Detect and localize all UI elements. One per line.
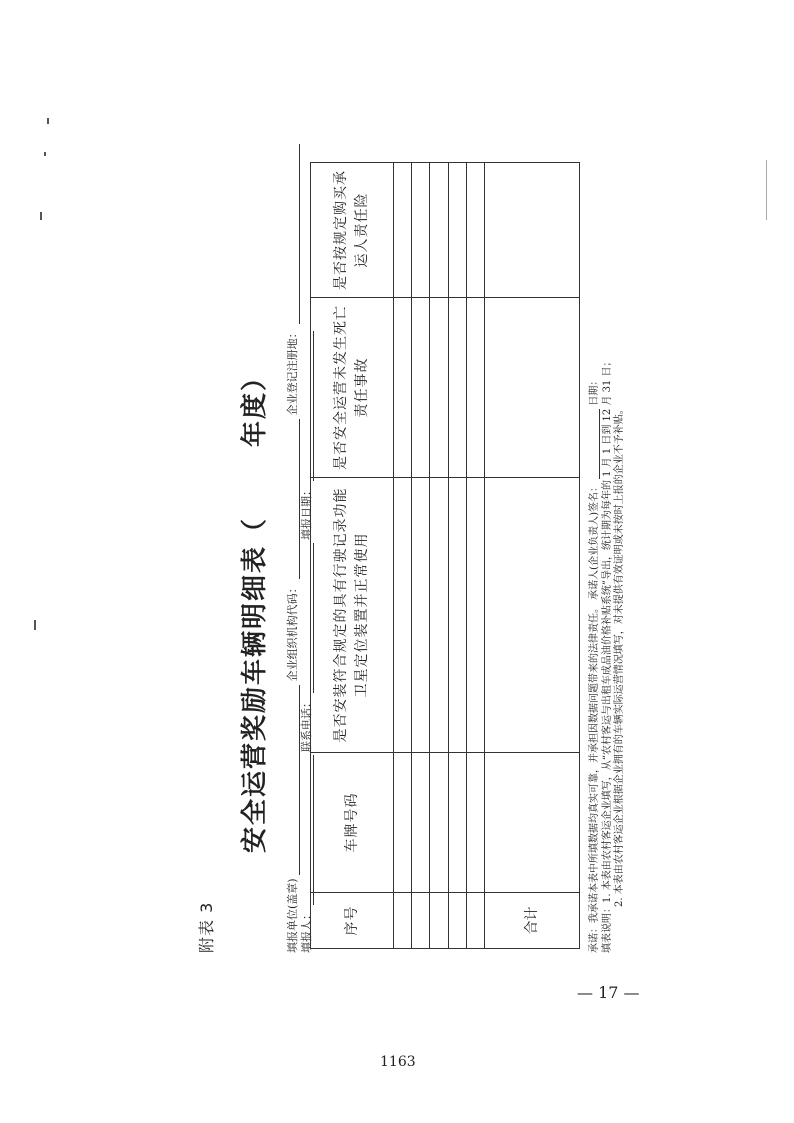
table-cell (430, 298, 448, 478)
note-line-1: 填表说明：1. 本表由农村客运企业填写，从“农村客运与出租车成品油价格补贴系统”导出，统计期为每年的 1 月 1 日到 12 月 31 日； (602, 356, 613, 953)
header-cell-gps: 是否安装符合规定的具有行驶记录功能卫星定位装置并正常使用 (311, 478, 394, 753)
reg-address-blank (288, 144, 300, 324)
title-year-open: （ (240, 516, 270, 545)
promise-text: 承诺：我承诺本表中所填数据均真实可靠，并承担因数据问题带来的法律责任。 (589, 603, 600, 953)
table-cell (394, 478, 412, 753)
org-code-label: 企业组织机构代码： (286, 582, 299, 682)
promisor-label: 承诺人(企业负责人)签名： (589, 482, 600, 600)
table-row (466, 163, 484, 949)
scan-mark (40, 212, 42, 220)
table-cell (412, 753, 430, 893)
table-row (430, 163, 448, 949)
phone-label: 联系电话： (300, 697, 313, 752)
reg-address-label: 企业登记注册地： (286, 327, 299, 416)
header-cell-serial: 序号 (311, 893, 394, 949)
table-cell (394, 753, 412, 893)
table-cell (412, 893, 430, 949)
table-cell (448, 478, 466, 753)
form-title (234, 363, 271, 853)
table-cell (430, 893, 448, 949)
table-cell (485, 163, 580, 298)
scan-mark (766, 160, 767, 220)
table-cell (394, 893, 412, 949)
fill-date-label: 填报日期： (300, 485, 313, 540)
table-cell (430, 753, 448, 893)
promise-date-label: 日期： (589, 375, 600, 406)
scan-mark (47, 118, 49, 124)
table-cell (430, 163, 448, 298)
table-cell (448, 298, 466, 478)
total-label-cell: 合计 (485, 893, 580, 949)
rotated-form (194, 170, 625, 953)
unit-label: 填报单位(盖章) (286, 878, 299, 953)
table-cell (412, 163, 430, 298)
table-cell (466, 893, 484, 949)
table-cell (412, 478, 430, 753)
table-cell (466, 298, 484, 478)
attachment-label: 附表 3 (197, 901, 216, 953)
table-cell (466, 753, 484, 893)
table-cell (466, 478, 484, 753)
header-cell-accident: 是否安全运营未发生死亡责任事故 (311, 298, 394, 478)
table-cell (448, 893, 466, 949)
scan-mark (44, 152, 46, 156)
table-row (394, 163, 412, 949)
table-cell (430, 478, 448, 753)
title-year-close: 年度） (240, 362, 270, 447)
total-row (485, 163, 580, 949)
table-row (448, 163, 466, 949)
table-row (412, 163, 430, 949)
table-cell (485, 753, 580, 893)
scan-mark (34, 620, 36, 630)
table-cell (485, 478, 580, 753)
page-number: — 17 — (577, 983, 640, 1002)
title-text: 安全运营奖励车辆明细表 (240, 544, 270, 853)
table-cell (394, 163, 412, 298)
header-cell-insurance: 是否按规定购买承运人责任险 (311, 163, 394, 298)
table-cell (412, 298, 430, 478)
table-cell (466, 163, 484, 298)
vehicle-detail-table (310, 162, 580, 949)
header-cell-plate: 车牌号码 (311, 753, 394, 893)
note-line-2: 2. 本表由农村客运企业根据企业拥有的车辆实际运营情况填写，对未提供有效证明或未按时上报的企业不予补贴。 (614, 404, 625, 907)
header-row (311, 163, 394, 949)
table-cell (448, 163, 466, 298)
table-cell (448, 753, 466, 893)
footer-number: 1163 (380, 1054, 416, 1070)
filler-label: 填报人： (300, 909, 313, 953)
table-cell (485, 298, 580, 478)
table-cell (394, 298, 412, 478)
